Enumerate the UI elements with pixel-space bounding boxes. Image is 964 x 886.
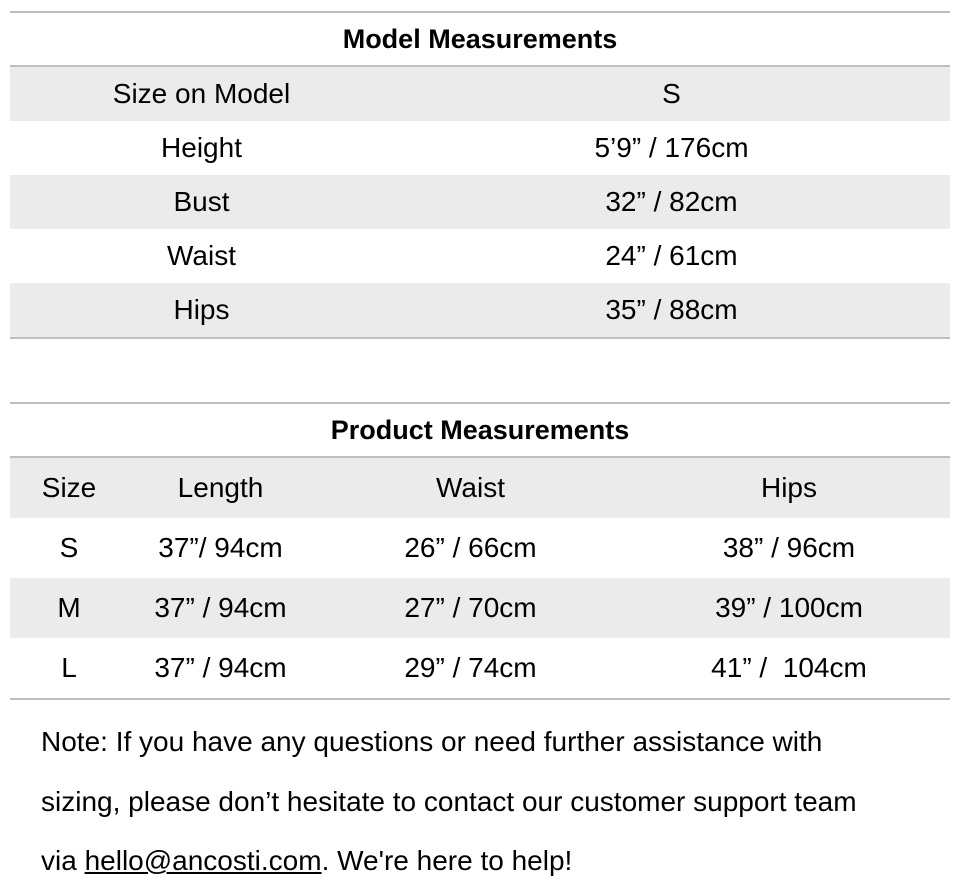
row-label: Hips	[173, 294, 230, 325]
row-value: 32” / 82cm	[605, 186, 738, 217]
row-value: 5’9” / 176cm	[594, 132, 749, 163]
hips-cell: 39” / 100cm	[715, 592, 863, 623]
row-label: Height	[161, 132, 242, 163]
table-row	[10, 175, 950, 229]
row-value: S	[662, 78, 681, 109]
note-line-1: Note: If you have any questions or need further assistance with	[41, 726, 823, 757]
length-cell: 37” / 94cm	[154, 592, 287, 623]
note-prefix: via	[41, 845, 85, 876]
column-header-waist: Waist	[436, 472, 505, 503]
length-cell: 37”/ 94cm	[158, 532, 283, 563]
support-email-link[interactable]: hello@ancosti.com	[84, 845, 322, 876]
table-header-row	[10, 458, 950, 518]
model-measurements-table	[10, 11, 950, 339]
column-header-hips: Hips	[760, 472, 817, 503]
waist-cell: 29” / 74cm	[404, 652, 537, 683]
hips-cell: 38” / 96cm	[722, 532, 856, 563]
waist-cell: 26” / 66cm	[404, 532, 537, 563]
model-measurements-title: Model Measurements	[10, 13, 950, 67]
table-row	[10, 578, 950, 638]
table-row	[10, 283, 950, 337]
product-measurements-title: Product Measurements	[10, 404, 950, 458]
waist-cell: 27” / 70cm	[404, 592, 537, 623]
row-label: Bust	[173, 186, 230, 217]
table-row	[10, 121, 950, 175]
row-label: Size on Model	[112, 78, 291, 109]
note-line-3	[41, 831, 941, 886]
hips-cell: 41” / 104cm	[711, 652, 867, 683]
length-cell: 37” / 94cm	[154, 652, 287, 683]
column-header-size: Size	[41, 472, 97, 503]
product-measurements-table	[10, 402, 950, 700]
table-row	[10, 229, 950, 283]
row-label: Waist	[167, 240, 236, 271]
column-header-length: Length	[177, 472, 264, 503]
table-row	[10, 638, 950, 698]
row-value: 24” / 61cm	[605, 240, 738, 271]
size-cell: S	[59, 532, 79, 563]
size-cell: L	[61, 652, 77, 683]
row-value: 35” / 88cm	[605, 294, 738, 325]
support-note	[41, 712, 941, 886]
size-cell: M	[57, 592, 81, 623]
table-row	[10, 67, 950, 121]
table-row	[10, 518, 950, 578]
note-line-2: sizing, please don’t hesitate to contact our customer support team	[41, 785, 857, 817]
note-suffix: . We're here to help!	[321, 845, 573, 876]
